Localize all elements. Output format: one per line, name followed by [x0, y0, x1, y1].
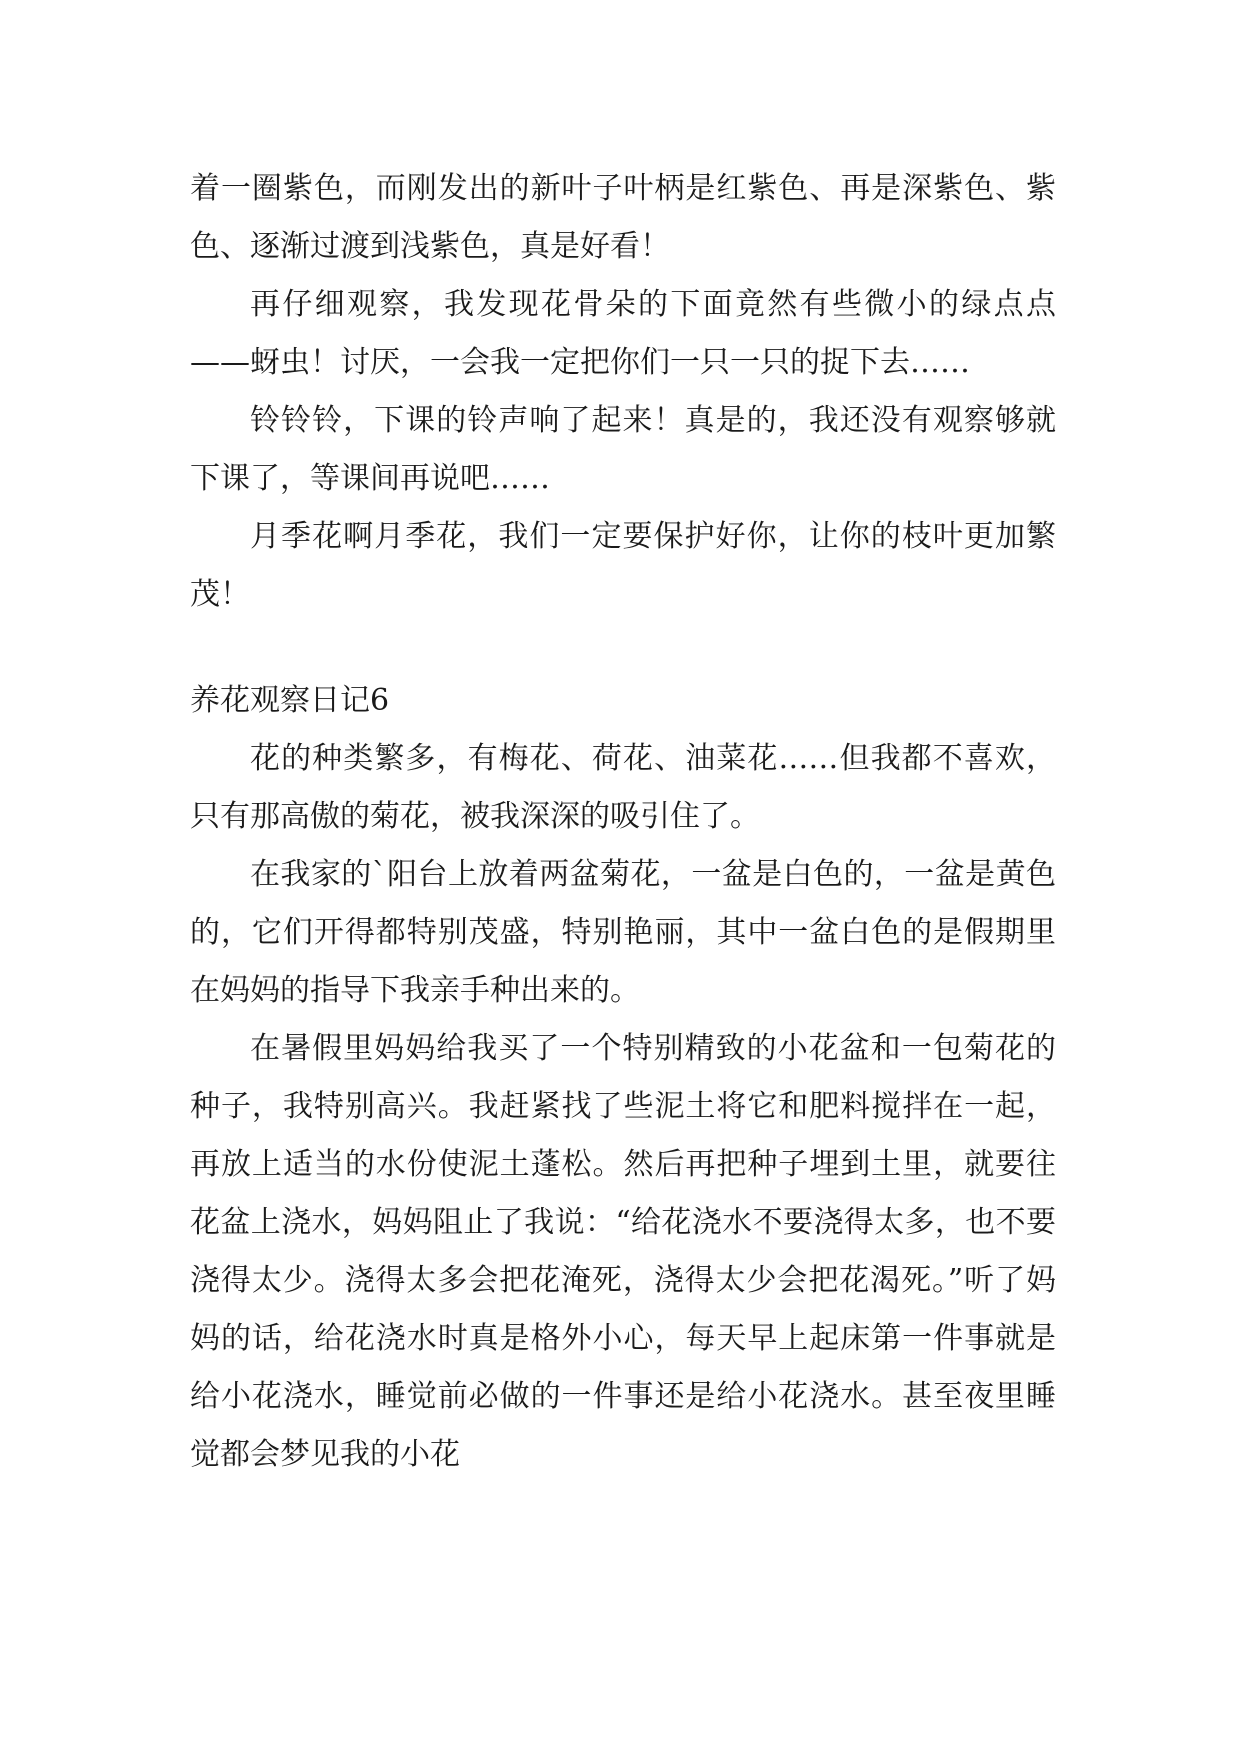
paragraph-continuation: 着一圈紫色，而刚发出的新叶子叶柄是红紫色、再是深紫色、紫色、逐渐过渡到浅紫色，真是好看！: [190, 171, 1056, 264]
paragraph-balcony: 在我家的`阳台上放着两盆菊花，一盆是白色的，一盆是黄色的，它们开得都特别茂盛，特别艳丽，其中一盆白色的是假期里在妈妈的指导下我亲手种出来的。: [190, 857, 1056, 1008]
paragraph-flower-types: 花的种类繁多，有梅花、荷花、油菜花……但我都不喜欢，只有那高傲的菊花，被我深深的吸引住了。: [190, 741, 1056, 834]
paragraph-rose-closing: 月季花啊月季花，我们一定要保护好你，让你的枝叶更加繁茂！: [190, 519, 1056, 612]
paragraph-bell: 铃铃铃，下课的铃声响了起来！真是的，我还没有观察够就下课了，等课间再说吧……: [190, 403, 1056, 496]
section-title: 养花观察日记6: [190, 683, 390, 718]
paragraph-aphids: 再仔细观察，我发现花骨朵的下面竟然有些微小的绿点点——蚜虫！讨厌，一会我一定把你们一只一只的捉下去……: [190, 287, 1056, 380]
document-page: [190, 160, 1056, 1484]
paragraph-planting: 在暑假里妈妈给我买了一个特别精致的小花盆和一包菊花的种子，我特别高兴。我赶紧找了些泥土将它和肥料搅拌在一起，再放上适当的水份使泥土蓬松。然后再把种子埋到土里，就要往花盆上浇水，妈妈阻止了我说：“给花浇水不要浇得太多，也不要浇得太少。浇得太多会把花淹死，浇得太少会把花渴死。”听了妈妈的话，给花浇水时真是格外小心，每天早上起床第一件事就是给小花浇水，睡觉前必做的一件事还是给小花浇水。甚至夜里睡觉都会梦见我的小花: [190, 1031, 1056, 1472]
